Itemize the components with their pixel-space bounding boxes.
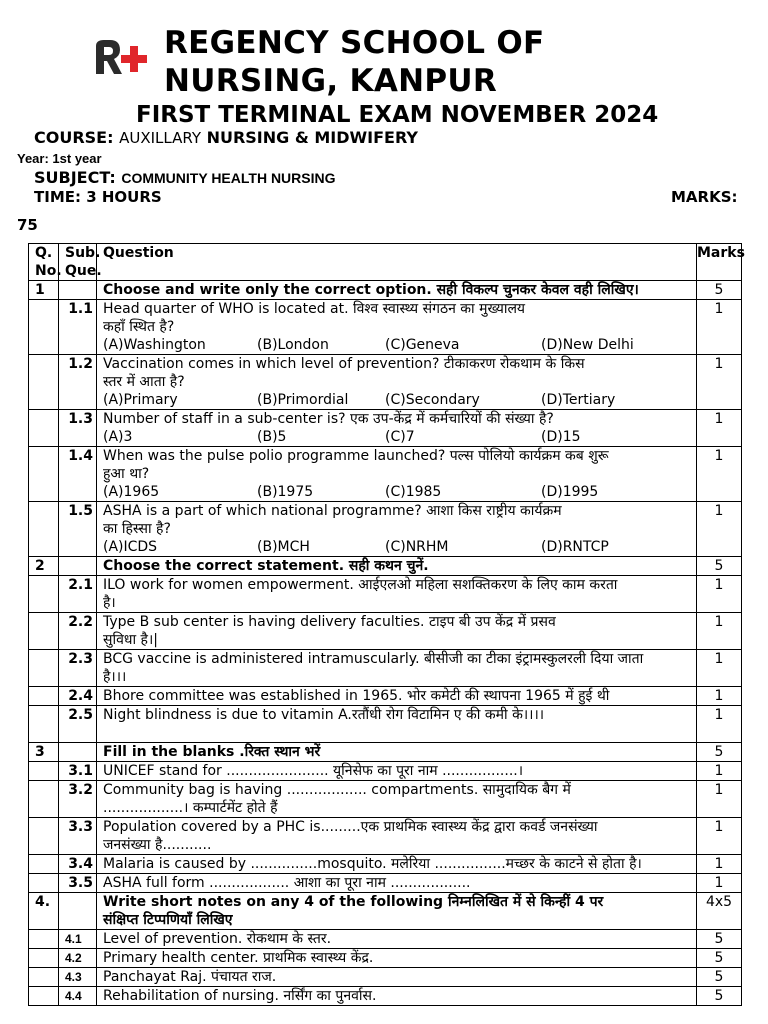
subject-value: COMMUNITY HEALTH NURSING — [121, 170, 336, 186]
course-value-part-1: AUXILLARY — [119, 129, 201, 147]
question-text: When was the pulse polio programme launched? पल्स पोलियो कार्यक्रम कब शुरू — [103, 448, 609, 464]
table-row — [29, 968, 742, 987]
instruction-text: Choose and write only the correct option. सही विकल्प चुनकर केवल वही लिखिए। — [103, 282, 639, 298]
marks-value: 75 — [17, 216, 38, 234]
marks-cell: 4x5 — [697, 893, 742, 930]
section-instruction — [97, 743, 697, 762]
sub-question-number — [59, 893, 97, 930]
option-b: (B)1975 — [257, 484, 314, 500]
question-text: Number of staff in a sub-center is? एक उप-केंद्र में कर्मचारियों की संख्या है? — [103, 411, 554, 427]
table-row — [29, 893, 742, 930]
table-row — [29, 355, 742, 410]
sub-question-number: 3.4 — [59, 855, 97, 874]
question-text: Bhore committee was established in 1965. भोर कमेटी की स्थापना 1965 में हुई थी — [103, 688, 610, 704]
question-cell — [97, 576, 697, 613]
question-text: Primary health center. प्राथमिक स्वास्थ्य केंद्र. — [103, 950, 374, 966]
sub-question-number: 4.3 — [59, 968, 97, 987]
sub-question-number: 1.3 — [59, 410, 97, 447]
marks-cell: 1 — [697, 781, 742, 818]
marks-cell: 1 — [697, 650, 742, 687]
marks-label: MARKS: — [671, 188, 738, 206]
instruction-text-2: संक्षिप्त टिप्पणियाँ लिखिए — [103, 912, 233, 928]
option-a: (A)3 — [103, 429, 133, 445]
question-number — [29, 930, 59, 949]
question-text-2: है।।। — [103, 669, 127, 685]
question-text: Rehabilitation of nursing. नर्सिंग का पुनर्वास. — [103, 988, 377, 1004]
table-row — [29, 687, 742, 706]
year-line: Year: 1st year — [17, 151, 102, 166]
question-text: Malaria is caused by ...............mosquito. मलेरिया ................मच्छर के काटने से होता है। — [103, 856, 642, 872]
sub-question-number: 1.4 — [59, 447, 97, 502]
question-cell — [97, 968, 697, 987]
question-text-2: का हिस्सा है? — [103, 521, 171, 537]
sub-question-number: 1.5 — [59, 502, 97, 557]
table-row — [29, 300, 742, 355]
question-text-2: कहाँ स्थित है? — [103, 319, 175, 335]
question-number: 2 — [29, 557, 59, 576]
section-instruction — [97, 893, 697, 930]
marks-cell: 5 — [697, 987, 742, 1006]
sub-question-number: 4.4 — [59, 987, 97, 1006]
marks-cell: 1 — [697, 613, 742, 650]
marks-cell: 1 — [697, 855, 742, 874]
question-cell — [97, 613, 697, 650]
question-number — [29, 762, 59, 781]
marks-cell: 5 — [697, 743, 742, 762]
question-cell — [97, 930, 697, 949]
question-text: ILO work for women empowerment. आईएलओ महिला सशक्तिकरण के लिए काम करता — [103, 577, 618, 593]
option-b: (B)5 — [257, 429, 287, 445]
subject-line — [34, 168, 336, 187]
table-header-row — [29, 244, 742, 281]
school-name-line-2: NURSING, KANPUR — [164, 63, 498, 99]
subject-label: SUBJECT: — [34, 168, 116, 187]
question-cell — [97, 706, 697, 743]
table-row — [29, 781, 742, 818]
table-row — [29, 855, 742, 874]
question-text-2: ..................। कम्पार्टमेंट होते हैं — [103, 800, 278, 816]
question-number — [29, 687, 59, 706]
table-row — [29, 502, 742, 557]
sub-question-number — [59, 281, 97, 300]
table-body — [29, 281, 742, 1006]
answer-options — [103, 538, 696, 556]
marks-cell: 1 — [697, 687, 742, 706]
sub-question-number: 3.5 — [59, 874, 97, 893]
school-name-line-1: REGENCY SCHOOL OF — [164, 25, 545, 61]
header-sub-q: Sub. Que. — [59, 244, 97, 281]
option-c: (C)Geneva — [385, 337, 460, 353]
section-instruction — [97, 557, 697, 576]
marks-cell: 1 — [697, 355, 742, 410]
table-row — [29, 557, 742, 576]
answer-options — [103, 391, 696, 409]
time-line: TIME: 3 HOURS — [34, 188, 162, 206]
option-d: (D)RNTCP — [541, 539, 609, 555]
question-number: 1 — [29, 281, 59, 300]
table-row — [29, 930, 742, 949]
marks-cell: 1 — [697, 410, 742, 447]
question-number — [29, 855, 59, 874]
table-row — [29, 410, 742, 447]
question-text: UNICEF stand for ....................... यूनिसेफ का पूरा नाम .................। — [103, 763, 524, 779]
sub-question-number — [59, 743, 97, 762]
marks-cell: 1 — [697, 818, 742, 855]
question-cell — [97, 781, 697, 818]
marks-cell: 1 — [697, 706, 742, 743]
marks-cell: 1 — [697, 576, 742, 613]
marks-cell: 1 — [697, 447, 742, 502]
table-row — [29, 447, 742, 502]
table-row — [29, 613, 742, 650]
marks-cell: 5 — [697, 968, 742, 987]
question-text: Level of prevention. रोकथाम के स्तर. — [103, 931, 332, 947]
option-c: (C)NRHM — [385, 539, 449, 555]
answer-options — [103, 336, 696, 354]
question-number — [29, 502, 59, 557]
question-cell — [97, 687, 697, 706]
question-number — [29, 355, 59, 410]
sub-question-number: 4.2 — [59, 949, 97, 968]
marks-cell: 1 — [697, 502, 742, 557]
table-row — [29, 576, 742, 613]
question-text: ASHA full form .................. आशा का पूरा नाम .................. — [103, 875, 471, 891]
sub-question-number: 3.2 — [59, 781, 97, 818]
question-number — [29, 818, 59, 855]
question-number: 3 — [29, 743, 59, 762]
question-text: Type B sub center is having delivery faculties. टाइप बी उप केंद्र में प्रसव — [103, 614, 556, 630]
option-a: (A)ICDS — [103, 539, 158, 555]
question-text: Vaccination comes in which level of prevention? टीकाकरण रोकथाम के किस — [103, 356, 585, 372]
table-row — [29, 762, 742, 781]
question-cell — [97, 300, 697, 355]
question-cell — [97, 410, 697, 447]
header-question: Question — [97, 244, 697, 281]
question-cell — [97, 855, 697, 874]
question-text-2: हुआ था? — [103, 466, 150, 482]
option-d: (D)1995 — [541, 484, 599, 500]
option-b: (B)London — [257, 337, 329, 353]
marks-cell: 5 — [697, 949, 742, 968]
question-cell — [97, 762, 697, 781]
course-line — [34, 128, 418, 147]
marks-cell: 1 — [697, 300, 742, 355]
question-number: 4. — [29, 893, 59, 930]
question-text: Community bag is having .................. compartments. सामुदायिक बैग में — [103, 782, 571, 798]
option-d: (D)15 — [541, 429, 581, 445]
question-table — [28, 243, 745, 1006]
option-d: (D)Tertiary — [541, 392, 616, 408]
question-number — [29, 576, 59, 613]
question-number — [29, 410, 59, 447]
option-c: (C)1985 — [385, 484, 442, 500]
question-text-2: स्तर में आता है? — [103, 374, 185, 390]
question-text: Panchayat Raj. पंचायत राज. — [103, 969, 277, 985]
question-cell — [97, 874, 697, 893]
question-text: Night blindness is due to vitamin A.रतौंधी रोग विटामिन ए की कमी के।।।। — [103, 707, 545, 723]
table-row — [29, 281, 742, 300]
question-number — [29, 706, 59, 743]
answer-options — [103, 483, 696, 501]
option-c: (C)7 — [385, 429, 415, 445]
option-c: (C)Secondary — [385, 392, 480, 408]
header-marks: Marks — [697, 244, 742, 281]
exam-title: FIRST TERMINAL EXAM NOVEMBER 2024 — [136, 102, 659, 128]
sub-question-number: 2.2 — [59, 613, 97, 650]
question-text-2: सुविधा है।| — [103, 632, 159, 648]
question-cell — [97, 650, 697, 687]
sub-question-number: 1.2 — [59, 355, 97, 410]
section-instruction — [97, 281, 697, 300]
question-cell — [97, 949, 697, 968]
instruction-text: Choose the correct statement. सही कथन चुनें. — [103, 558, 429, 574]
question-cell — [97, 987, 697, 1006]
option-a: (A)Washington — [103, 337, 206, 353]
question-number — [29, 650, 59, 687]
option-b: (B)MCH — [257, 539, 310, 555]
question-number — [29, 874, 59, 893]
marks-cell: 1 — [697, 762, 742, 781]
question-text: ASHA is a part of which national programme? आशा किस राष्ट्रीय कार्यक्रम — [103, 503, 562, 519]
sub-question-number: 2.4 — [59, 687, 97, 706]
table-row — [29, 874, 742, 893]
table-row — [29, 818, 742, 855]
question-number — [29, 613, 59, 650]
school-name — [164, 24, 545, 100]
question-text: Head quarter of WHO is located at. विश्व स्वास्थ्य संगठन का मुख्यालय — [103, 301, 526, 317]
school-logo — [92, 38, 154, 78]
sub-question-number: 1.1 — [59, 300, 97, 355]
question-number — [29, 781, 59, 818]
option-d: (D)New Delhi — [541, 337, 634, 353]
sub-question-number — [59, 557, 97, 576]
question-text-2: है। — [103, 595, 116, 611]
instruction-text: Fill in the blanks .रिक्त स्थान भरें — [103, 744, 321, 760]
marks-cell: 5 — [697, 281, 742, 300]
question-text-2: जनसंख्या है........... — [103, 837, 212, 853]
question-cell — [97, 355, 697, 410]
sub-question-number: 3.3 — [59, 818, 97, 855]
table-row — [29, 743, 742, 762]
instruction-text: Write short notes on any 4 of the following निम्नलिखित में से किन्हीं 4 पर — [103, 894, 604, 910]
question-number — [29, 447, 59, 502]
question-number — [29, 987, 59, 1006]
course-label: COURSE: — [34, 128, 114, 147]
question-cell — [97, 818, 697, 855]
table-row — [29, 650, 742, 687]
question-number — [29, 949, 59, 968]
question-cell — [97, 502, 697, 557]
table-row — [29, 987, 742, 1006]
marks-cell: 1 — [697, 874, 742, 893]
table-row — [29, 949, 742, 968]
sub-question-number: 3.1 — [59, 762, 97, 781]
option-a: (A)1965 — [103, 484, 160, 500]
sub-question-number: 4.1 — [59, 930, 97, 949]
question-cell — [97, 447, 697, 502]
course-value-part-2: NURSING & MIDWIFERY — [206, 128, 419, 147]
question-number — [29, 968, 59, 987]
option-b: (B)Primordial — [257, 392, 349, 408]
marks-cell: 5 — [697, 557, 742, 576]
question-text: Population covered by a PHC is.........एक प्राथमिक स्वास्थ्य केंद्र द्वारा कवर्ड जनसंख्या — [103, 819, 598, 835]
table-row — [29, 706, 742, 743]
marks-cell: 5 — [697, 930, 742, 949]
answer-options — [103, 428, 696, 446]
option-a: (A)Primary — [103, 392, 178, 408]
sub-question-number: 2.5 — [59, 706, 97, 743]
question-text: BCG vaccine is administered intramuscularly. बीसीजी का टीका इंट्रामस्कुलरली दिया जाता — [103, 651, 644, 667]
sub-question-number: 2.3 — [59, 650, 97, 687]
header-q-no: Q. No. — [29, 244, 59, 281]
sub-question-number: 2.1 — [59, 576, 97, 613]
question-number — [29, 300, 59, 355]
